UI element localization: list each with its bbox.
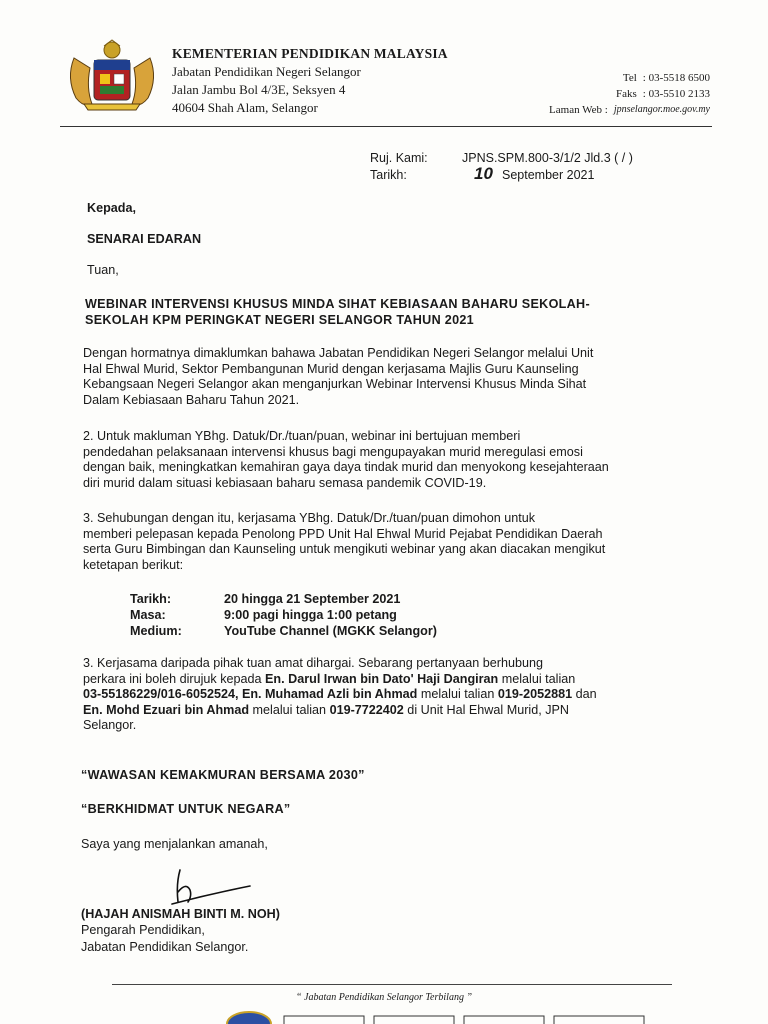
paragraph-1 (83, 346, 671, 408)
signatory-department: Jabatan Pendidikan Selangor. (81, 940, 249, 954)
paragraph-1-line: Dengan hormatnya dimaklumkan bahawa Jabatan Pendidikan Negeri Selangor melalui Unit (83, 346, 594, 360)
paragraph-4-line (83, 687, 671, 703)
text-run: melalui talian (498, 671, 576, 686)
address-line-3: 40604 Shah Alam, Selangor (172, 100, 318, 115)
paragraph-3-line: ketetapan berikut: (83, 557, 184, 572)
signatory-name: (HAJAH ANISMAH BINTI M. NOH) (81, 907, 280, 921)
fax-label: Faks (615, 88, 637, 100)
paragraph-2-line: pendedahan pelaksanaan intervensi khusus bagi mengupayakan murid meregulasi emosi (83, 444, 583, 459)
schedule-date-value: 20 hingga 21 September 2021 (224, 592, 401, 606)
reference-label: Ruj. Kami: (370, 151, 428, 165)
contact-name-ezuari: En. Mohd Ezuari bin Ahmad (83, 702, 250, 717)
paragraph-3 (83, 511, 671, 573)
closing-amanah: Saya yang menjalankan amanah, (81, 837, 268, 851)
motto-berkhidmat: “BERKHIDMAT UNTUK NEGARA” (81, 802, 291, 816)
motto-wawasan: “WAWASAN KEMAKMURAN BERSAMA 2030” (81, 768, 365, 782)
subject-line-2: SEKOLAH KPM PERINGKAT NEGERI SELANGOR TAHUN 2021 (85, 313, 474, 327)
footer-certification-logos-icon (282, 1014, 682, 1024)
subject-line-1: WEBINAR INTERVENSI KHUSUS MINDA SIHAT KEBIASAAN BAHARU SEKOLAH- (85, 297, 590, 311)
footer-motto: “ Jabatan Pendidikan Selangor Terbilang ” (295, 992, 473, 1003)
paragraph-4-line: 3. Kerjasama daripada pihak tuan amat dihargai. Sebarang pertanyaan berhubung (83, 656, 543, 670)
reference-value: JPNS.SPM.800-3/1/2 Jld.3 ( / ) (462, 151, 633, 165)
schedule-date-label: Tarikh: (130, 592, 172, 606)
paragraph-1-line: Dalam Kebiasaan Baharu Tahun 2021. (83, 392, 300, 407)
text-run: perkara ini boleh dirujuk kepada (83, 671, 266, 686)
schedule-medium-value: YouTube Channel (MGKK Selangor) (224, 624, 437, 638)
signature-icon (150, 864, 260, 910)
paragraph-3-line: serta Guru Bimbingan dan Kaunseling untuk mengikuti webinar yang akan diacakan mengikut (83, 542, 606, 556)
website-label: Laman Web : (549, 104, 608, 116)
date-day-handwritten: 10 (474, 164, 493, 183)
paragraph-1-line: Hal Ehwal Murid, Sektor Pembangunan Murid dengan kerjasama Majlis Guru Kaunseling (83, 361, 579, 376)
paragraph-4-line (83, 672, 671, 688)
schedule-medium-label: Medium: (130, 624, 182, 638)
website-url: jpnselangor.moe.gov.my (613, 104, 710, 115)
date-month-year: September 2021 (502, 168, 595, 182)
schedule-time-label: Masa: (130, 608, 166, 622)
fax-row (616, 88, 710, 100)
paragraph-4-line (83, 703, 671, 719)
address-line-1: Jabatan Pendidikan Negeri Selangor (172, 64, 361, 79)
footer-logo-icon (224, 1010, 274, 1024)
recipient-list: SENARAI EDARAN (87, 232, 202, 246)
telephone-row (623, 72, 710, 84)
paragraph-4 (83, 656, 671, 734)
text-run: melalui talian (417, 687, 498, 701)
contact-phone-3: 019-7722402 (329, 702, 404, 717)
address-line-2: Jalan Jambu Bol 4/3E, Seksyen 4 (172, 82, 346, 97)
fax-number: : 03-5510 2133 (642, 88, 710, 100)
text-run: dan (572, 687, 597, 701)
schedule-time-value: 9:00 pagi hingga 1:00 petang (224, 608, 397, 622)
recipient-kepada: Kepada, (87, 201, 136, 215)
salutation: Tuan, (87, 263, 119, 277)
paragraph-2-line: 2. Untuk makluman YBhg. Datuk/Dr./tuan/puan, webinar ini bertujuan memberi (83, 429, 521, 443)
letterhead-divider (60, 126, 712, 127)
date-label: Tarikh: (370, 168, 407, 182)
footer-divider (112, 984, 672, 985)
telephone-label: Tel (622, 72, 637, 84)
text-run: di Unit Hal Ehwal Murid, JPN (403, 702, 569, 717)
text-run: melalui talian (249, 702, 330, 717)
paragraph-2-line: dengan baik, meningkatkan kemahiran gaya daya tindak murid dan menyokong kesejahteraan (83, 460, 609, 474)
paragraph-3-line: 3. Sehubungan dengan itu, kerjasama YBhg. Datuk/Dr./tuan/puan dimohon untuk (83, 511, 536, 525)
paragraph-2-line: diri murid dalam situasi kebiasaan baharu semasa pandemik COVID-19. (83, 475, 487, 490)
paragraph-1-line: Kebangsaan Negeri Selangor akan menganjurkan Webinar Intervensi Khusus Minda Sihat (83, 377, 587, 391)
paragraph-3-line: memberi pelepasan kepada Penolong PPD Unit Hal Ehwal Murid Pejabat Pendidikan Daerah (83, 526, 603, 541)
website-row (549, 104, 710, 116)
paragraph-4-line: Selangor. (83, 718, 137, 732)
signatory-title: Pengarah Pendidikan, (81, 923, 205, 937)
contact-phone-2: 019-2052881 (497, 687, 573, 701)
coat-of-arms-icon (62, 38, 162, 114)
ministry-name: KEMENTERIAN PENDIDIKAN MALAYSIA (172, 46, 448, 61)
contact-name-darul: En. Darul Irwan bin Dato' Haji Dangiran (265, 671, 499, 686)
telephone-number: : 03-5518 6500 (642, 72, 710, 84)
contact-phone-azli: 03-55186229/016-6052524, En. Muhamad Azli bin Ahmad (83, 687, 418, 701)
paragraph-2 (83, 429, 671, 491)
